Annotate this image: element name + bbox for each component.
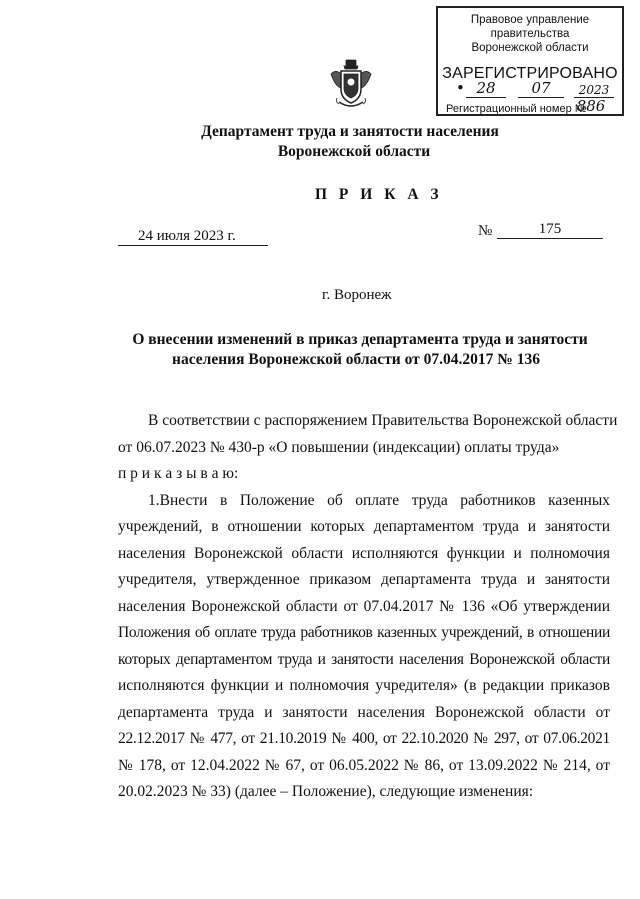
registration-stamp [436,6,624,116]
body-line: п р и к а з ы в а ю: [118,465,239,482]
body-line: 1.Внести в Положение об оплате труда работников казенных [148,491,610,509]
city: г. Воронеж [322,287,392,303]
body-line: 20.02.2023 № 33) (далее – Положение), следующие изменения: [118,783,534,800]
body-line: учреждений, в отношении которых департаментом труда и занятости [118,518,610,535]
order-subject [0,330,640,370]
stamp-day: 28 [466,79,506,98]
stamp-reg-number-row [446,97,622,117]
body-line: департамента труда и занятости населения Воронежской области от [118,703,610,721]
department-line1: Департамент труда и занятости населения [201,123,499,140]
stamp-year: 2023 [574,83,614,98]
stamp-month: 07 [518,79,564,98]
body-line: населения Воронежской области исполняются функции и полномочия [118,544,610,562]
body-line: № 178, от 12.04.2022 № 67, от 06.05.2022 № 86, от 13.09.2022 № 214, от [118,756,610,774]
body-line: от 06.07.2023 № 430-р «О повышении (индексации) оплаты труда» [118,438,560,456]
subject-line2: населения Воронежской области от 07.04.2017 № 136 [172,351,540,368]
stamp-registered: ЗАРЕГИСТРИРОВАНО [442,65,618,82]
body-line: Положения об оплате труда работников казенных учреждений, в отношении [118,624,610,641]
subject-line1: О внесении изменений в приказ департамента труда и занятости [132,331,588,348]
order-number: 175 [497,221,603,239]
body-line: В соответствии с распоряжением Правительства Воронежской области [148,412,618,429]
order-title: П Р И К А З [315,186,443,203]
stamp-reg-number-label: Регистрационный номер № [446,103,587,115]
stamp-reg-number: 886 [564,97,618,116]
body-line: учредителя, утвержденное приказом департамента труда и занятости [118,571,610,588]
body-line: которых департаментом труда и занятости населения Воронежской области [118,650,610,668]
stamp-org-line2: Воронежской области [471,42,589,54]
department-name [0,122,640,162]
body-line: населения Воронежской области от 07.04.2017 № 136 «Об утверждении [118,597,610,615]
body-line: 22.12.2017 № 477, от 21.10.2019 № 400, от 22.10.2020 № 297, от 07.06.2021 [118,730,610,747]
order-date: 24 июля 2023 г. [118,228,268,246]
stamp-org-line1: Правовое управление правительства [470,14,590,40]
department-line2: Воронежской области [277,143,431,160]
stamp-date: • 28 07 2023 [456,80,614,98]
voronezh-coat-of-arms-icon [327,58,375,110]
order-number-label: № [478,223,493,239]
stamp-organization [438,13,622,55]
body-line: исполняются функции и полномочия учредителя» (в редакции приказов [118,677,610,694]
order-body [118,408,618,806]
